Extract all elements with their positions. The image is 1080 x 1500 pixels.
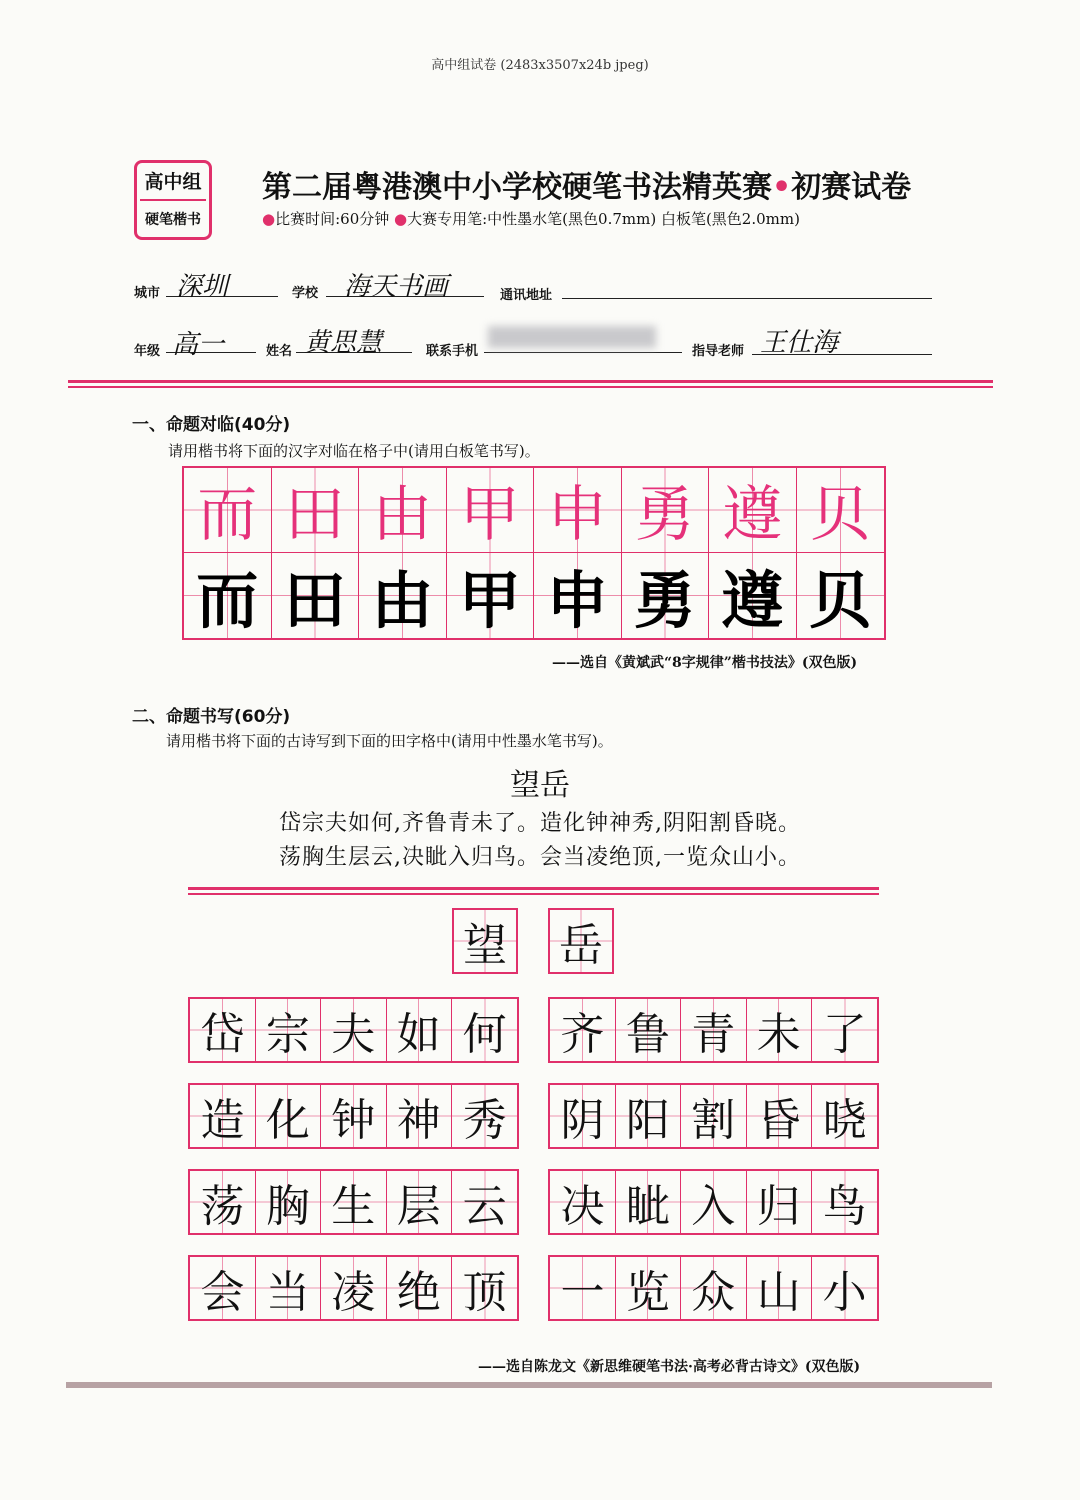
section1-heading: 一、命题对临(40分)	[132, 415, 291, 435]
writing-cell[interactable]	[681, 1171, 747, 1233]
writing-row	[188, 1255, 519, 1321]
badge-divider	[140, 199, 206, 201]
writing-cell[interactable]	[190, 1171, 256, 1233]
written-char: 了	[822, 1009, 867, 1060]
writing-cell[interactable]	[452, 1171, 518, 1233]
redacted-phone	[488, 326, 656, 348]
writing-row	[548, 997, 879, 1063]
written-char: 山	[756, 1267, 801, 1318]
pen-info: 大赛专用笔:中性墨水笔(黑色0.7mm) 白板笔(黑色2.0mm)	[407, 210, 800, 228]
model-cell	[797, 468, 885, 553]
writing-row	[548, 1083, 879, 1149]
model-cell	[709, 468, 797, 553]
model-char: 甲	[459, 480, 520, 550]
bottom-rule	[66, 1382, 992, 1388]
section2-heading: 二、命题书写(60分)	[132, 707, 291, 727]
copy-cell[interactable]	[184, 553, 272, 638]
writing-cell[interactable]	[452, 1257, 518, 1319]
written-char: 荡	[200, 1181, 245, 1232]
bullet-icon: ●	[394, 210, 408, 228]
writing-cell[interactable]	[746, 1171, 812, 1233]
address-field[interactable]	[562, 272, 932, 299]
writing-cell[interactable]	[255, 999, 321, 1061]
written-char: 昏	[756, 1095, 801, 1146]
writing-cell[interactable]	[681, 999, 747, 1061]
written-char: 阴	[560, 1095, 605, 1146]
written-char: 层	[396, 1181, 441, 1232]
writing-cell[interactable]	[255, 1085, 321, 1147]
writing-cell[interactable]	[550, 1171, 616, 1233]
written-char: 岱	[200, 1009, 245, 1060]
model-char: 而	[197, 480, 258, 550]
writing-cell[interactable]	[190, 1257, 256, 1319]
written-char: 齐	[560, 1009, 605, 1060]
written-char: 割	[691, 1095, 736, 1146]
writing-cell[interactable]	[452, 1085, 518, 1147]
written-char: 胸	[265, 1181, 310, 1232]
divider-top	[68, 380, 993, 383]
copy-cell[interactable]	[797, 553, 885, 638]
file-label: 高中组试卷 (2483x3507x24b jpeg)	[431, 58, 649, 73]
writing-cell[interactable]	[746, 999, 812, 1061]
writing-row	[548, 1255, 879, 1321]
title-main: 第二届粤港澳中小学校硬笔书法精英赛	[262, 170, 772, 205]
writing-row	[188, 1169, 519, 1235]
teacher-label: 指导老师	[692, 344, 745, 359]
written-char: 何	[462, 1009, 507, 1060]
model-cell	[184, 468, 272, 553]
written-char: 眦	[625, 1181, 670, 1232]
city-value: 深圳	[176, 272, 229, 302]
writing-cell[interactable]	[681, 1257, 747, 1319]
grade-label: 年级	[134, 344, 161, 359]
written-char: 云	[462, 1181, 507, 1232]
writing-cell[interactable]	[321, 999, 387, 1061]
divider-mid	[188, 887, 879, 890]
writing-cell[interactable]	[812, 1085, 878, 1147]
written-char: 晓	[822, 1095, 867, 1146]
time-info: 比赛时间:60分钟	[275, 210, 390, 228]
grade-field[interactable]	[166, 326, 256, 360]
section1-instruction: 请用楷书将下面的汉字对临在格子中(请用白板笔书写)。	[168, 442, 540, 460]
writing-cell[interactable]	[746, 1257, 812, 1319]
address-label: 通讯地址	[500, 288, 553, 303]
written-char: 鲁	[625, 1009, 670, 1060]
teacher-value: 王仕海	[760, 328, 839, 358]
model-char: 申	[547, 480, 608, 550]
title-dot: •	[772, 170, 792, 205]
writing-cell[interactable]	[452, 999, 518, 1061]
writing-cell[interactable]	[550, 1257, 616, 1319]
writing-row	[188, 997, 519, 1063]
model-cell	[272, 468, 360, 553]
model-char: 贝	[810, 480, 871, 550]
model-cell	[359, 468, 447, 553]
phone-label: 联系手机	[426, 344, 479, 359]
written-char: 神	[396, 1095, 441, 1146]
copy-cell[interactable]	[622, 553, 710, 638]
written-char: 申	[546, 564, 609, 637]
written-char: 青	[691, 1009, 736, 1060]
school-field[interactable]	[326, 270, 484, 302]
model-cell	[534, 468, 622, 553]
divider-top-thin	[68, 386, 993, 388]
name-label: 姓名	[266, 344, 293, 359]
written-char: 当	[265, 1267, 310, 1318]
model-cell	[622, 468, 710, 553]
city-field[interactable]	[166, 270, 278, 302]
written-char: 由	[371, 564, 434, 637]
written-char: 会	[200, 1267, 245, 1318]
writing-cell[interactable]	[255, 1257, 321, 1319]
title-cell[interactable]	[548, 908, 614, 974]
school-label: 学校	[292, 286, 319, 301]
writing-cell[interactable]	[615, 1085, 681, 1147]
writing-cell[interactable]	[386, 1085, 452, 1147]
writing-cell[interactable]	[550, 1085, 616, 1147]
written-char: 览	[625, 1267, 670, 1318]
poem-title: 望岳	[510, 768, 570, 803]
written-char: 众	[691, 1267, 736, 1318]
writing-cell[interactable]	[190, 1085, 256, 1147]
writing-cell[interactable]	[615, 1257, 681, 1319]
exam-info	[262, 208, 800, 229]
city-label: 城市	[134, 286, 161, 301]
written-char: 遵	[721, 564, 784, 637]
teacher-field[interactable]	[752, 328, 932, 358]
written-char: 一	[560, 1267, 605, 1318]
copy-cell[interactable]	[272, 553, 360, 638]
writing-cell[interactable]	[255, 1171, 321, 1233]
writing-cell[interactable]	[321, 1085, 387, 1147]
written-char: 秀	[462, 1095, 507, 1146]
written-char: 鸟	[822, 1181, 867, 1232]
written-char: 夫	[331, 1009, 376, 1060]
writing-cell[interactable]	[321, 1171, 387, 1233]
model-char: 勇	[634, 480, 695, 550]
written-char: 甲	[458, 564, 521, 637]
title-cell[interactable]	[452, 908, 518, 974]
poem-line-2: 荡胸生层云,决眦入归鸟。会当凌绝顶,一览众山小。	[279, 845, 801, 870]
written-char: 造	[200, 1095, 245, 1146]
writing-cell[interactable]	[746, 1085, 812, 1147]
badge-group: 高中组	[144, 171, 202, 193]
writing-cell[interactable]	[550, 999, 616, 1061]
grade-value: 高一	[172, 330, 225, 360]
model-char: 遵	[722, 480, 783, 550]
written-char: 田	[283, 564, 346, 637]
model-cell	[447, 468, 535, 553]
written-char: 凌	[331, 1267, 376, 1318]
writing-cell[interactable]	[812, 999, 878, 1061]
section2-instruction: 请用楷书将下面的古诗写到下面的田字格中(请用中性墨水笔书写)。	[166, 732, 613, 750]
written-char: 决	[560, 1181, 605, 1232]
writing-row	[188, 1083, 519, 1149]
written-char: 钟	[331, 1095, 376, 1146]
writing-cell[interactable]	[190, 999, 256, 1061]
page-title	[262, 162, 911, 206]
written-char: 勇	[633, 564, 696, 637]
writing-cell[interactable]	[615, 1171, 681, 1233]
writing-cell[interactable]	[386, 1257, 452, 1319]
written-char: 入	[691, 1181, 736, 1232]
writing-cell[interactable]	[386, 1171, 452, 1233]
writing-cell[interactable]	[681, 1085, 747, 1147]
copy-cell[interactable]	[447, 553, 535, 638]
written-char: 宗	[265, 1009, 310, 1060]
writing-cell[interactable]	[615, 999, 681, 1061]
written-char: 归	[756, 1181, 801, 1232]
badge-style: 硬笔楷书	[145, 212, 201, 228]
written-char: 顶	[462, 1267, 507, 1318]
copy-cell[interactable]	[534, 553, 622, 638]
name-value: 黄思慧	[304, 328, 383, 358]
copy-grid	[182, 466, 886, 640]
writing-cell[interactable]	[321, 1257, 387, 1319]
written-char: 如	[396, 1009, 441, 1060]
name-field[interactable]	[296, 326, 412, 358]
group-badge	[134, 160, 212, 240]
written-char: 化	[265, 1095, 310, 1146]
writing-row	[548, 1169, 879, 1235]
model-char: 由	[372, 480, 433, 550]
written-char: 小	[822, 1267, 867, 1318]
title-char: 岳	[559, 920, 603, 971]
title-char: 望	[463, 920, 507, 971]
writing-cell[interactable]	[812, 1257, 878, 1319]
written-char: 阳	[625, 1095, 670, 1146]
written-char: 生	[331, 1181, 376, 1232]
copy-cell[interactable]	[709, 553, 797, 638]
copy-cell[interactable]	[359, 553, 447, 638]
written-char: 贝	[809, 564, 872, 637]
bullet-icon: ●	[262, 210, 276, 228]
written-char: 未	[756, 1009, 801, 1060]
poem-line-1: 岱宗夫如何,齐鲁青未了。造化钟神秀,阴阳割昏晓。	[279, 811, 801, 836]
section2-credit: ——选自陈龙文《新思维硬笔书法·高考必背古诗文》(双色版)	[478, 1359, 861, 1375]
written-char: 绝	[396, 1267, 441, 1318]
school-value: 海天书画	[344, 272, 449, 302]
divider-mid-thin	[188, 893, 879, 895]
model-char: 田	[284, 480, 345, 550]
writing-cell[interactable]	[812, 1171, 878, 1233]
section1-credit: ——选自《黄斌武“8字规律”楷书技法》(双色版)	[552, 655, 858, 671]
title-sub: 初赛试卷	[791, 170, 912, 205]
written-char: 而	[196, 564, 259, 637]
writing-cell[interactable]	[386, 999, 452, 1061]
